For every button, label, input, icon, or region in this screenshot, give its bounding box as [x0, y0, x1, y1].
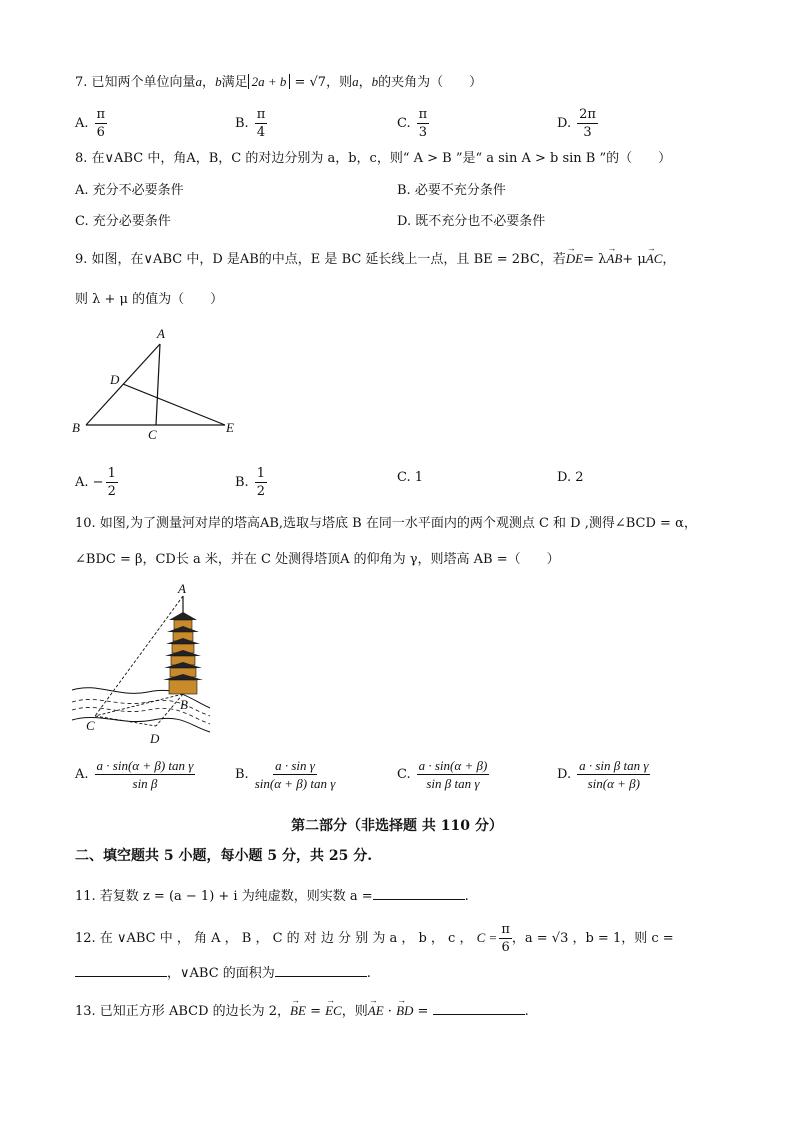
vector-ec: → EC — [325, 1003, 342, 1018]
label-a: A — [157, 326, 165, 341]
vector-bd: → BD — [396, 1003, 413, 1018]
vector-a: a — [195, 74, 203, 89]
section-heading: 二、填空题共 5 小题，每小题 5 分，共 25 分. — [75, 848, 373, 864]
river-wave-1 — [72, 699, 210, 716]
part2-title: 第二部分（非选择题 共 110 分） — [291, 818, 503, 834]
equals-sqrt7: = √7 — [294, 75, 327, 90]
q7-option-a[interactable]: A. $\frac{\pi}{6}$ — [75, 107, 106, 140]
q9-triangle-figure — [60, 322, 250, 444]
abs-expression: 2a + b — [248, 74, 291, 89]
label-b: B — [180, 697, 188, 712]
label-d: D — [110, 372, 120, 387]
q7-stem: 7. 已知两个单位向量a，b满足 2a + b = √7，则a，b的夹角为（ ） — [75, 74, 483, 90]
vector-b: b — [215, 74, 222, 89]
q10-option-d[interactable]: D. $\frac{\text{a · sin β tan γ}}{\sin(\alpha + \beta)}$ — [557, 758, 649, 791]
q9-stem-line1: 9. 如图，在∨ABC 中，D 是AB的中点，E 是 BC 延长线上一点，且 BE = 2BC，若→ DE= λ→ AB+ μ→ AC， — [75, 250, 675, 269]
q7-option-b[interactable]: B. $\frac{\pi}{4}$ — [235, 107, 266, 140]
q10-option-a[interactable]: A. $\frac{\text{a · sin(α + β) tan γ}}{\text{sin β}}$ — [75, 758, 194, 791]
label-c: C — [86, 718, 95, 733]
q8-option-d[interactable]: D. 既不充分也不必要条件 — [397, 214, 546, 229]
q10-stem-line1: 10. 如图,为了测量河对岸的塔高AB,选取与塔底 B 在同一水平面内的两个观测点 C 和 D ,测得∠BCD = α， — [75, 516, 697, 531]
vector-be: → BE — [290, 1003, 306, 1018]
q9-option-a[interactable]: A. − $\frac{1}{2}$ — [75, 466, 116, 499]
vector-de: → DE — [566, 251, 583, 266]
line-db — [156, 694, 183, 726]
q7-option-d[interactable]: D. $\frac{2\pi}{3}$ — [557, 107, 596, 140]
q9-option-d[interactable]: D. 2 — [557, 470, 584, 485]
q13-answer-blank[interactable] — [433, 1000, 525, 1015]
q9-option-c[interactable]: C. 1 — [397, 470, 424, 485]
vector-ae: → AE — [368, 1003, 384, 1018]
q10-tower-figure — [68, 580, 218, 752]
q11-answer-blank[interactable] — [373, 885, 465, 900]
q12-stem-line2: ，∨ABC 的面积为 . — [75, 962, 371, 983]
label-d: D — [150, 731, 160, 746]
q7-option-c[interactable]: C. $\frac{\pi}{3}$ — [397, 107, 428, 140]
label-b: B — [72, 420, 80, 435]
vector-ab: → AB — [606, 251, 622, 266]
q8-option-a[interactable]: A. 充分不必要条件 — [75, 183, 184, 198]
q10-option-c[interactable]: C. $\frac{a \cdot \sin(\alpha + \beta)}{\text{sin β tan γ}}$ — [397, 758, 488, 791]
q8-option-c[interactable]: C. 充分必要条件 — [75, 214, 171, 229]
pagoda-icon — [163, 596, 203, 694]
q8-option-b[interactable]: B. 必要不充分条件 — [397, 183, 506, 198]
label-e: E — [226, 420, 234, 435]
q9-stem-line2: 则 λ + μ 的值为（ ） — [75, 292, 224, 307]
segment-de — [123, 384, 225, 425]
label-c: C — [148, 427, 157, 442]
q11-stem: 11. 若复数 z = (a − 1) + i 为纯虚数，则实数 a = . — [75, 885, 469, 906]
q13-stem: 13. 已知正方形 ABCD 的边长为 2，→ BE = → EC，则→ AE · → BD = . — [75, 1000, 529, 1021]
segment-ac — [156, 344, 160, 425]
label-a: A — [178, 581, 186, 596]
q10-option-b[interactable]: B. $\frac{\text{a · sin γ}}{\text{sin(α + β) tan γ}}$ — [235, 758, 336, 791]
q12-answer-blank-area[interactable] — [275, 962, 367, 977]
vector-ac: → AC — [646, 251, 663, 266]
q9-option-b[interactable]: B. $\frac{1}{2}$ — [235, 466, 265, 499]
q10-stem-line2: ∠BDC = β，CD长 a 米，并在 C 处测得塔顶A 的仰角为 γ，则塔高 AB =（ ） — [75, 552, 560, 567]
q12-stem-line1: 12. 在 ∨ABC 中 ， 角 A ， B ， C 的 对 边 分 别 为 a ， b ， c ， C = $\frac{\pi}{6}$ ，a = √3 ，b = 1，则 c = — [75, 922, 674, 955]
q8-stem: 8. 在∨ABC 中，角A，B，C 的对边分别为 a，b，c，则“ A > B ”是“ a sin A > b sin B ”的（ ） — [75, 151, 672, 166]
q12-answer-blank-c[interactable] — [75, 962, 167, 977]
